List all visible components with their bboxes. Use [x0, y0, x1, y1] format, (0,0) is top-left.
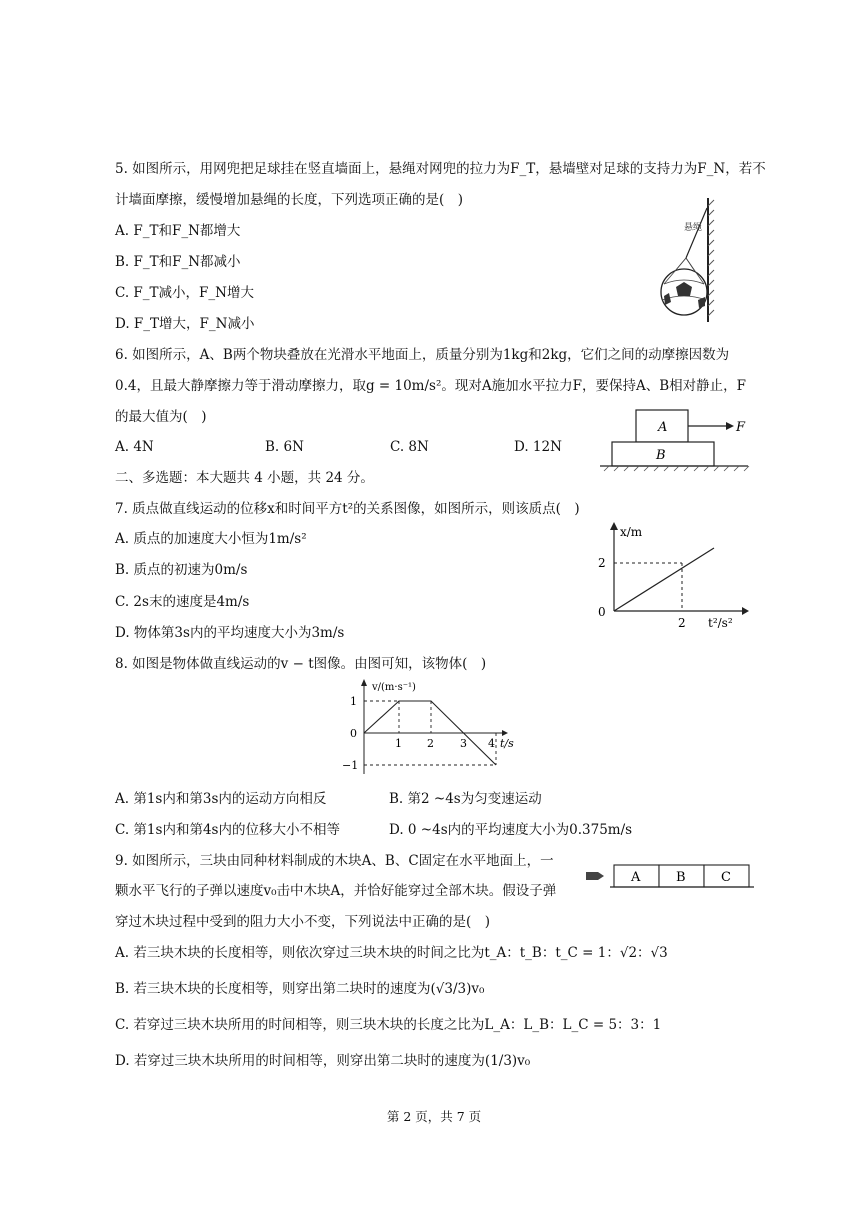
q5-option-b: B. F_T和F_N都减小: [115, 254, 241, 270]
q7-option-c: C. 2s末的速度是4m/s: [115, 594, 250, 610]
q8-vt-chart: [336, 676, 516, 781]
block-c-label: C: [721, 870, 731, 885]
q6-blocks-figure: [598, 404, 758, 474]
q7-origin: 0: [598, 605, 606, 619]
q9-option-c: C. 若穿过三块木块所用的时间相等，则三块木块的长度之比为L_A：L_B：L_C = 5：3：1: [115, 1017, 662, 1033]
q7-option-b: B. 质点的初速为0m/s: [115, 562, 248, 578]
q9-option-b: B. 若三块木块的长度相等，则穿出第二块时的速度为(√3/3)v₀: [115, 981, 485, 997]
q9-option-d: D. 若穿过三块木块所用的时间相等，则穿出第二块时的速度为(1/3)v₀: [115, 1053, 531, 1069]
rope-line: [686, 208, 707, 258]
q8-y-tick-neg1: −1: [342, 759, 359, 772]
block-a-label: A: [658, 420, 668, 435]
block-a-label: A: [631, 870, 641, 885]
force-label: F: [736, 420, 746, 435]
q9-line2: 颗水平飞行的子弹以速度v₀击中木块A，并恰好能穿过全部木块。假设子弹: [115, 883, 557, 899]
q8-y-tick-0: 0: [350, 727, 357, 740]
q7-x-label: t²/s²: [708, 616, 733, 630]
q7-line1: 7. 质点做直线运动的位移x和时间平方t²的关系图像，如图所示，则该质点( ): [115, 501, 580, 517]
block-b-label: B: [656, 448, 666, 463]
q7-option-a: A. 质点的加速度大小恒为1m/s²: [115, 531, 307, 547]
q8-x-tick-1: 1: [395, 737, 402, 750]
q7-xt2-chart: [592, 520, 752, 635]
rope-label: 悬绳: [684, 223, 703, 233]
q5-line1: 5. 如图所示，用网兜把足球挂在竖直墙面上，悬绳对网兜的拉力为F_T，悬墙壁对足球的支持力为F_N，若不: [115, 161, 766, 177]
q7-x-tick: 2: [678, 616, 686, 630]
q6-line2: 0.4，且最大静摩擦力等于滑动摩擦力，取g = 10m/s²。现对A施加水平拉力F，要保持A、B相对静止，F: [115, 378, 747, 394]
q5-line2: 计墙面摩擦，缓慢增加悬绳的长度，下列选项正确的是( ): [115, 192, 464, 208]
section-multi-choice-heading: 二、多选题：本大题共 4 小题，共 24 分。: [115, 470, 374, 486]
q5-option-d: D. F_T增大，F_N减小: [115, 316, 255, 332]
q7-y-label: x/m: [620, 525, 643, 539]
q6-line1: 6. 如图所示，A、B两个物块叠放在光滑水平地面上，质量分别为1kg和2kg，它们之间的动摩擦因数为: [115, 347, 730, 363]
q8-option-c: C. 第1s内和第4s内的位移大小不相等: [115, 822, 340, 838]
q5-option-a: A. F_T和F_N都增大: [115, 223, 241, 239]
q8-t-label: t/s: [500, 737, 514, 750]
q8-x-tick-3: 3: [460, 737, 467, 750]
bullet-shape: [586, 872, 604, 880]
q8-x-tick-2: 2: [427, 737, 434, 750]
q5-option-c: C. F_T减小，F_N增大: [115, 285, 254, 301]
q7-data-line: [614, 548, 714, 611]
q8-option-a: A. 第1s内和第3s内的运动方向相反: [115, 791, 327, 807]
q7-option-d: D. 物体第3s内的平均速度大小为3m/s: [115, 625, 345, 641]
q9-line1: 9. 如图所示，三块由同种材料制成的木块A、B、C固定在水平地面上，一: [115, 853, 554, 869]
q9-bullet-blocks-figure: [584, 860, 756, 892]
q8-v-label: v/(m·s⁻¹): [372, 682, 416, 693]
q9-option-a: A. 若三块木块的长度相等，则依次穿过三块木块的时间之比为t_A：t_B：t_C = 1：√2：√3: [115, 945, 668, 961]
q8-y-tick-1: 1: [350, 695, 357, 708]
q8-option-b: B. 第2 ~4s为匀变速运动: [389, 791, 542, 807]
q6-option-b: B. 6N: [265, 439, 304, 455]
page-footer: 第 2 页，共 7 页: [386, 1109, 482, 1124]
q9-line3: 穿过木块过程中受到的阻力大小不变，下列说法中正确的是( ): [115, 914, 491, 930]
q5-football-figure: [650, 196, 720, 326]
q8-line1: 8. 如图是物体做直线运动的v − t图像。由图可知，该物体( ): [115, 656, 487, 672]
q6-option-c: C. 8N: [390, 439, 429, 455]
q6-line3: 的最大值为( ): [115, 409, 207, 425]
q6-option-a: A. 4N: [115, 439, 154, 455]
q7-y-tick: 2: [598, 556, 606, 570]
q8-x-tick-4: 4: [488, 737, 495, 750]
q6-option-d: D. 12N: [514, 439, 562, 455]
q8-option-d: D. 0 ~4s内的平均速度大小为0.375m/s: [389, 822, 633, 838]
block-b-label: B: [676, 870, 686, 885]
